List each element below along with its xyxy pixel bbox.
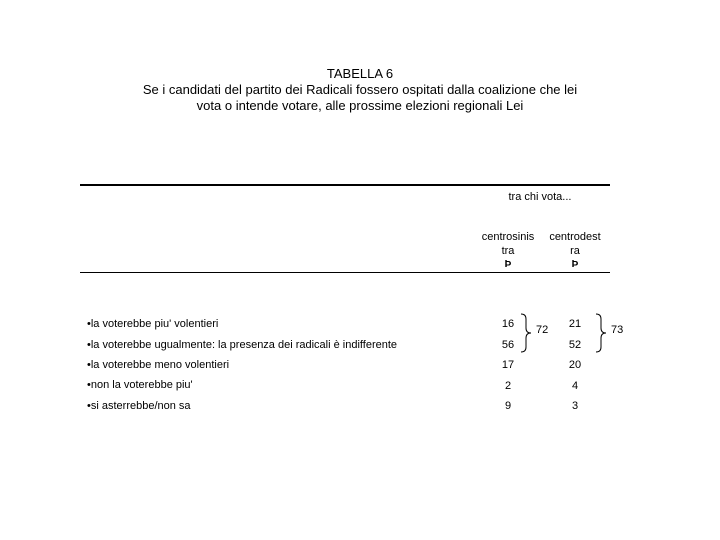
bullet-icon: • xyxy=(87,339,91,351)
header-rule xyxy=(80,272,610,273)
column-header-centrosinistra xyxy=(473,230,543,272)
bullet-icon: • xyxy=(87,379,91,391)
column-header-line-1: centrosinis xyxy=(481,231,535,243)
title-line-3: vota o intende votare, alle prossime elezioni regionali Lei xyxy=(196,98,524,113)
column-group-label: tra chi vota... xyxy=(508,191,572,203)
column-header-line-1: centrodest xyxy=(549,231,601,243)
row-label-3: •la voterebbe meno volentieri xyxy=(87,359,230,371)
cell-r4-c1: 2 xyxy=(504,380,512,392)
column-header-line-2: tra xyxy=(501,245,515,257)
cell-r2-c2: 52 xyxy=(568,339,582,351)
row-label-1: •la voterebbe piu' volentieri xyxy=(87,318,219,330)
bullet-icon: • xyxy=(87,359,91,371)
cell-r4-c2: 4 xyxy=(571,380,579,392)
bullet-icon: • xyxy=(87,400,91,412)
cell-r1-c2: 21 xyxy=(568,318,582,330)
column-symbol: Þ xyxy=(571,259,579,270)
cell-r1-c1: 16 xyxy=(501,318,515,330)
title-line-2: Se i candidati del partito dei Radicali fossero ospitati dalla coalizione che lei xyxy=(142,82,578,97)
brace-total-centrosinistra: 72 xyxy=(536,324,549,336)
cell-r3-c1: 17 xyxy=(501,359,515,371)
cell-r2-c1: 56 xyxy=(501,339,515,351)
top-rule xyxy=(80,184,610,186)
row-label-2: •la voterebbe ugualmente: la presenza dei radicali è indifferente xyxy=(87,339,398,351)
title-line-1: TABELLA 6 xyxy=(326,66,394,81)
column-symbol: Þ xyxy=(504,259,512,270)
cell-r5-c2: 3 xyxy=(571,400,579,412)
right-brace-icon xyxy=(594,313,608,353)
column-header-line-2: ra xyxy=(570,245,580,257)
row-label-5: •si asterrebbe/non sa xyxy=(87,400,191,412)
cell-r3-c2: 20 xyxy=(568,359,582,371)
row-label-4: •non la voterebbe piu' xyxy=(87,379,193,391)
right-brace-icon xyxy=(519,313,533,353)
cell-r5-c1: 9 xyxy=(504,400,512,412)
table-title xyxy=(80,66,640,114)
column-header-centrodestra xyxy=(540,230,610,272)
bullet-icon: • xyxy=(87,318,91,330)
brace-total-centrodestra: 73 xyxy=(611,324,624,336)
